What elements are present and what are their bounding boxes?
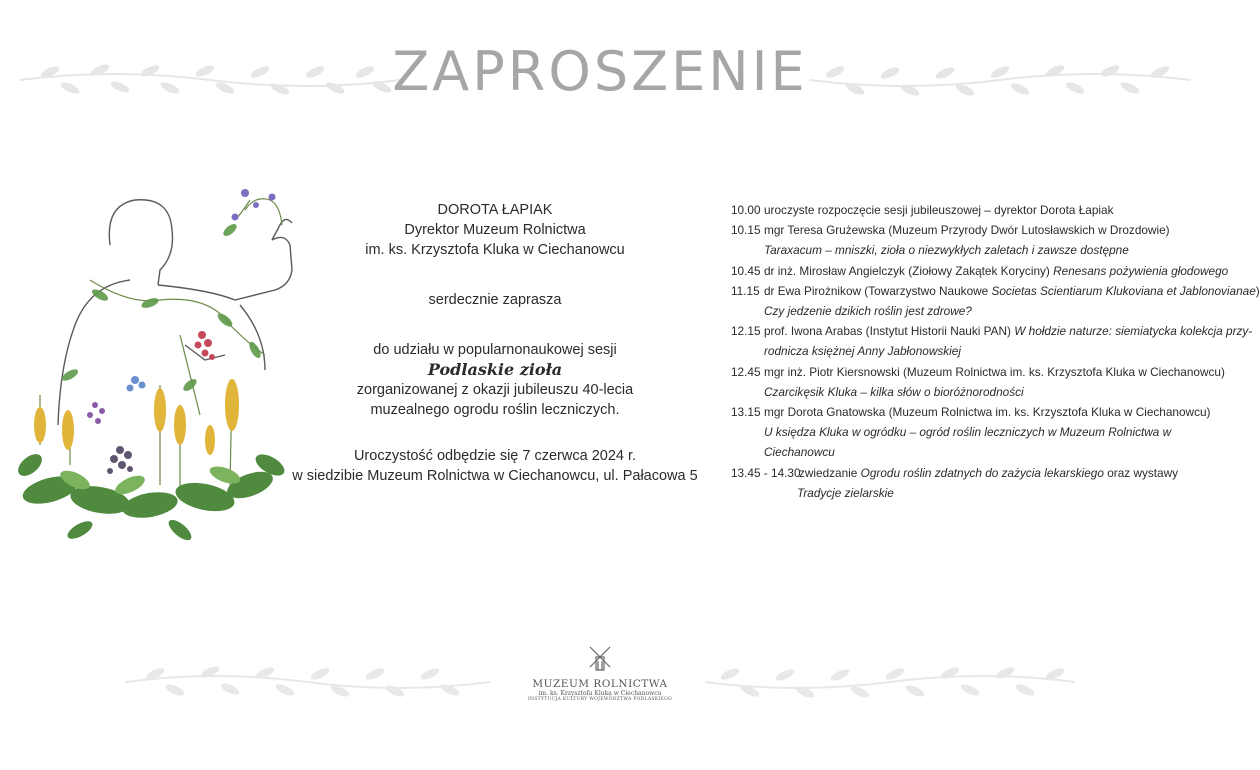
program-and: oraz wystawy: [1107, 465, 1179, 480]
program-topic: U księdza Kluka w ogródku – ogród roślin leczniczych w Muzeum Rolnictwa w Ciechanowcu: [764, 425, 1172, 460]
program-time: 13.15: [731, 405, 761, 420]
logo-name: MUZEUM ROLNICTWA: [532, 678, 668, 690]
program-text: mgr Dorota Gnatowska (Muzeum Rolnictwa im. ks. Krzysztofa Kluka w Ciechanowcu): [764, 405, 1211, 420]
program-time: 10.00: [731, 203, 761, 217]
program-text-close: ): [1255, 283, 1260, 298]
program-time: 12.45: [731, 364, 761, 379]
museum-logo: [520, 645, 680, 703]
invitation-text: [290, 200, 700, 486]
program-item: [731, 463, 1191, 483]
program-garden: Ogrodu roślin zdatnych do zażycia lekarskiego: [860, 465, 1104, 480]
host-role: Dyrektor Muzeum Rolnictwa: [404, 222, 586, 238]
windmill-icon: [586, 645, 614, 671]
herb-illustration: [10, 185, 300, 550]
event-line-1: Uroczystość odbędzie się 7 czerwca 2024 r.: [353, 448, 637, 464]
occasion-line-1: zorganizowanej z okazji jubileuszu 40-lecia: [356, 382, 634, 398]
program-topic: Renesans pożywienia głodowego: [1053, 263, 1229, 278]
program-exhibit: Tradycje zielarskie: [797, 485, 894, 500]
program-item: [731, 402, 1211, 422]
program-text: prof. Iwona Arabas (Instytut Historii Nauki PAN): [764, 324, 1011, 339]
program-text: uroczyste rozpoczęcie sesji jubileuszowej – dyrektor Dorota Łapiak: [764, 203, 1114, 217]
host-name: DOROTA ŁAPIAK: [437, 202, 553, 218]
program-item: [731, 281, 1260, 301]
program-topic: Czy jedzenie dzikich roślin jest zdrowe?: [764, 304, 972, 319]
program-time: 10.15: [731, 223, 761, 238]
program-text: dr Ewa Pirożnikow (Towarzystwo Naukowe: [764, 283, 989, 298]
program-time: 13.45 - 14.30: [731, 465, 801, 480]
program-item: [731, 200, 1191, 220]
program-topic-continued: rodnicza księżnej Anny Jabłonowskiej: [764, 344, 961, 359]
program-topic: W hołdzie naturze: siemiatycka kolekcja przy-: [1014, 324, 1253, 339]
vine-ornament-bottom-left: [125, 662, 490, 702]
program-list: [731, 200, 1260, 503]
logo-subtitle: im. ks. Krzysztofa Kluka w Ciechanowcu: [538, 690, 662, 697]
host-institution: im. ks. Krzysztofa Kluka w Ciechanowcu: [365, 242, 625, 258]
occasion-line-2: muzealnego ogrodu roślin leczniczych.: [370, 402, 620, 418]
program-topic: Czarcikęsik Kluka – kilka słów o bioróżnorodności: [764, 384, 1024, 399]
program-time: 12.15: [731, 324, 761, 339]
program-text: dr inż. Mirosław Angielczyk (Ziołowy Zakątek Koryciny): [764, 263, 1050, 278]
event-line-2: w siedzibie Muzeum Rolnictwa w Ciechanowcu, ul. Pałacowa 5: [292, 468, 698, 484]
program-item: [731, 261, 1229, 281]
program-time: 10.45: [731, 263, 761, 278]
program-topic: Taraxacum – mniszki, zioła o niezwykłych zaletach i zawsze dostępne: [764, 243, 1129, 258]
program-item: [731, 220, 1191, 240]
program-text: zwiedzanie: [799, 465, 858, 480]
program-text: mgr inż. Piotr Kiersnowski (Muzeum Rolnictwa im. ks. Krzysztofa Kluka w Ciechanowcu): [764, 364, 1225, 379]
program-item: [731, 321, 1253, 341]
program-time: 11.15: [731, 283, 760, 298]
program-text: mgr Teresa Grużewska (Muzeum Przyrody Dwór Lutosławskich w Drozdowie): [764, 223, 1170, 238]
program-item: [731, 362, 1225, 382]
page-title: ZAPROSZENIE: [392, 40, 808, 103]
vine-ornament-bottom-right: [705, 662, 1075, 702]
logo-subtitle-2: INSTYTUCJA KULTURY WOJEWÓDZTWA PODLASKIEGO: [527, 697, 673, 702]
invites-line: serdecznie zaprasza: [428, 292, 562, 308]
program-society: Societas Scientiarum Klukoviana et Jablonovianae: [991, 283, 1256, 298]
participation-line: do udziału w popularnonaukowej sesji: [373, 342, 617, 358]
session-name: Podlaskie zioła: [427, 360, 563, 379]
